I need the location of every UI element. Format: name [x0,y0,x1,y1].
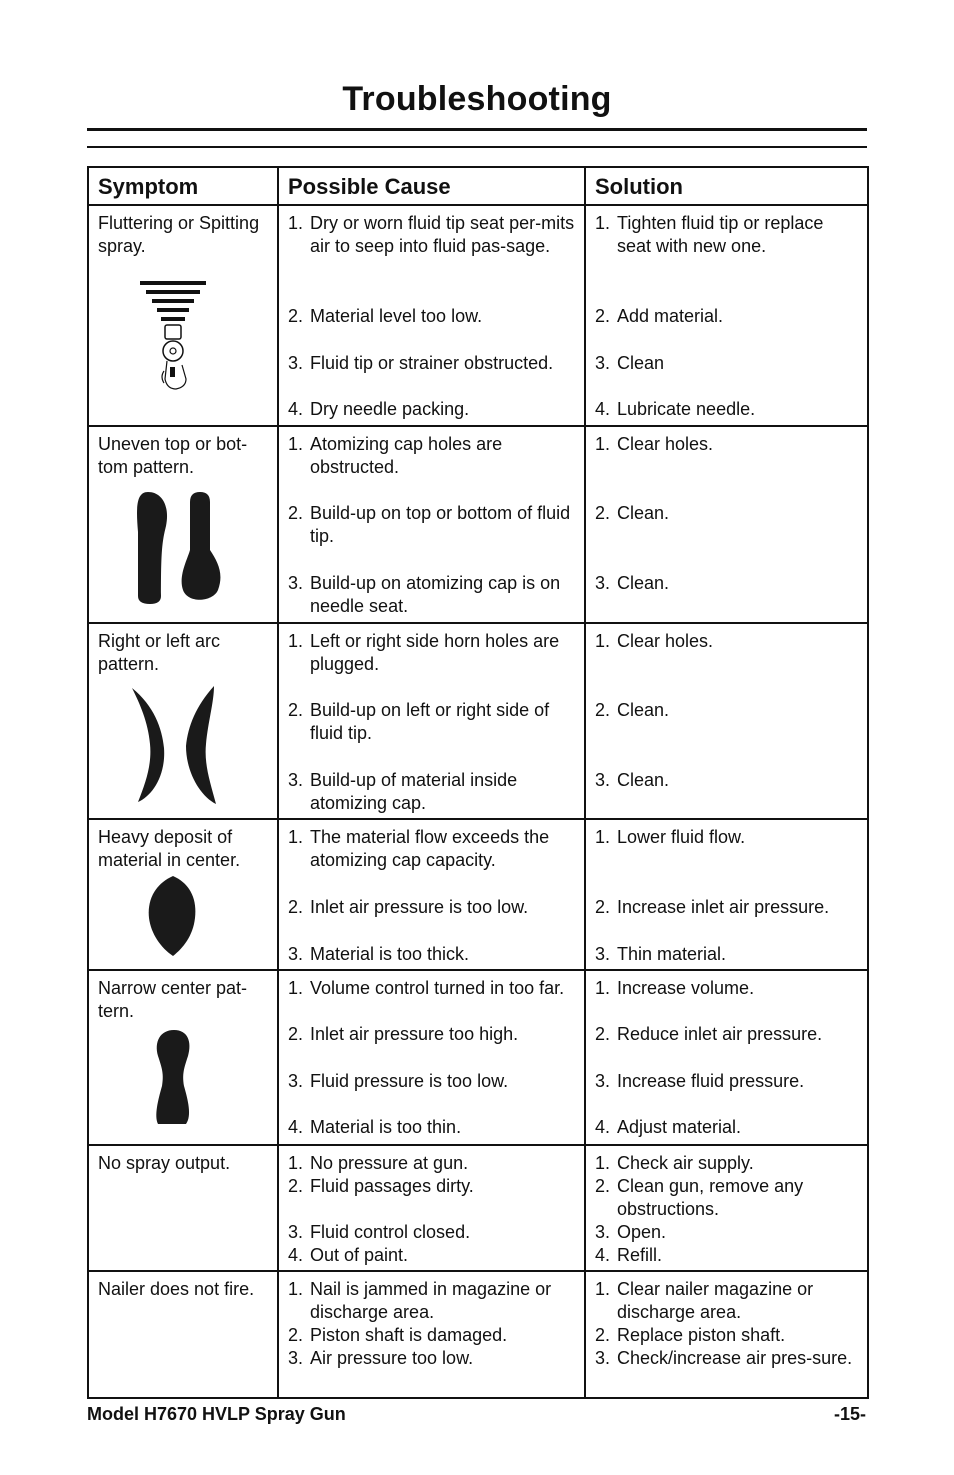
cause-number: 2. [288,1176,304,1196]
cause-number: 3. [288,770,304,790]
header-solution: Solution [585,167,868,205]
table-row [88,426,868,623]
solution-cell [585,426,868,623]
cause-cell [278,1271,585,1398]
cause-item [288,943,578,966]
cause-text: Build-up of material inside atomizing cap. [310,770,518,813]
symptom-cell [88,205,278,426]
title-rule-thick [87,128,867,131]
table-row [88,819,868,970]
table-header-row [88,167,868,205]
cause-number: 3. [288,944,304,964]
cause-text: Inlet air pressure is too low. [310,897,529,917]
cause-number: 2. [288,897,304,917]
solution-number: 3. [595,1222,611,1242]
solution-text: Clean [617,353,665,373]
solution-item [595,1347,861,1370]
cause-text: Volume control turned in too far. [310,978,565,998]
solution-item [595,1221,861,1244]
solution-text: Open. [617,1222,667,1242]
cause-item [288,1244,578,1267]
cause-number: 3. [288,1071,304,1091]
cause-text: Material level too low. [310,306,483,326]
cause-item [288,1152,578,1175]
solution-text: Increase inlet air pressure. [617,897,830,917]
solution-number: 2. [595,1325,611,1345]
solution-item [595,1244,861,1267]
table-row [88,970,868,1145]
cause-number: 3. [288,1348,304,1368]
cause-text: Material is too thin. [310,1117,462,1137]
cause-text: Atomizing cap holes are obstructed. [310,434,503,477]
cause-text: Fluid pressure is too low. [310,1071,509,1091]
cause-text: Dry needle packing. [310,399,470,419]
solution-text: Tighten fluid tip or replace seat with new one. [617,213,824,256]
solution-item [595,1116,861,1139]
cause-item [288,502,578,548]
cause-number: 1. [288,978,304,998]
solution-number: 1. [595,978,611,998]
cause-number: 1. [288,213,304,233]
solution-item [595,433,861,456]
heavy-center-pattern-icon [147,876,271,956]
fluttering-spray-icon [140,281,271,393]
solution-text: Check air supply. [617,1153,754,1173]
solution-number: 3. [595,353,611,373]
solution-text: Thin material. [617,944,727,964]
cause-number: 3. [288,353,304,373]
cause-cell [278,205,585,426]
solution-item [595,1023,861,1046]
symptom-cell [88,426,278,623]
cause-cell [278,1145,585,1271]
cause-item [288,826,578,872]
solution-text: Increase volume. [617,978,755,998]
uneven-pattern-icon [128,492,271,604]
page-title: Troubleshooting [342,80,612,118]
cause-number: 1. [288,1153,304,1173]
cause-number: 1. [288,434,304,454]
solution-text: Reduce inlet air pressure. [617,1024,823,1044]
cause-text: Nail is jammed in magazine or discharge area. [310,1279,552,1322]
cause-item [288,352,578,375]
cause-item [288,630,578,676]
table-row [88,205,868,426]
solution-item [595,943,861,966]
solution-item [595,1152,861,1175]
symptom-cell [88,1271,278,1398]
cause-text: Out of paint. [310,1245,409,1265]
solution-cell [585,623,868,819]
cause-item [288,433,578,479]
header-symptom: Symptom [88,167,278,205]
cause-item [288,212,578,258]
solution-item [595,769,861,792]
cause-number: 1. [288,1279,304,1299]
solution-number: 1. [595,434,611,454]
solution-text: Adjust material. [617,1117,742,1137]
solution-text: Clean. [617,700,670,720]
cause-item [288,1278,578,1324]
solution-item [595,630,861,653]
solution-number: 3. [595,1071,611,1091]
solution-text: Clean. [617,770,670,790]
header-possible-cause: Possible Cause [278,167,585,205]
solution-item [595,896,861,919]
cause-number: 2. [288,700,304,720]
symptom-cell [88,819,278,970]
cause-text: Fluid passages dirty. [310,1176,474,1196]
cause-number: 4. [288,399,304,419]
solution-item [595,1175,861,1221]
symptom-text: Heavy deposit of material in center. [98,827,241,870]
cause-number: 1. [288,827,304,847]
solution-text: Lubricate needle. [617,399,756,419]
cause-item [288,1221,578,1244]
cause-text: Piston shaft is damaged. [310,1325,508,1345]
solution-number: 4. [595,1245,611,1265]
cause-text: Air pressure too low. [310,1348,474,1368]
cause-item [288,305,578,328]
symptom-text: Narrow center pat-tern. [98,978,248,1021]
symptom-cell [88,970,278,1145]
solution-number: 2. [595,700,611,720]
cause-text: Dry or worn fluid tip seat per-mits air to seep into fluid pas-sage. [310,213,575,256]
solution-text: Clear holes. [617,434,714,454]
solution-text: Clear holes. [617,631,714,651]
solution-text: Replace piston shaft. [617,1325,786,1345]
solution-item [595,1070,861,1093]
solution-number: 1. [595,1279,611,1299]
solution-text: Check/increase air pres-sure. [617,1348,853,1368]
cause-text: No pressure at gun. [310,1153,469,1173]
solution-number: 4. [595,399,611,419]
solution-number: 1. [595,213,611,233]
solution-cell [585,1271,868,1398]
solution-text: Add material. [617,306,724,326]
symptom-text: Fluttering or Spitting spray. [98,213,260,256]
solution-cell [585,205,868,426]
solution-text: Clean. [617,573,670,593]
cause-item [288,572,578,618]
cause-text: Fluid control closed. [310,1222,471,1242]
symptom-text: Nailer does not fire. [98,1279,255,1299]
cause-item [288,896,578,919]
solution-number: 2. [595,1176,611,1196]
cause-item [288,1070,578,1093]
solution-number: 3. [595,573,611,593]
symptom-text: Uneven top or bot-tom pattern. [98,434,248,477]
cause-item [288,398,578,421]
solution-item [595,977,861,1000]
solution-text: Increase fluid pressure. [617,1071,805,1091]
solution-number: 3. [595,1348,611,1368]
solution-cell [585,970,868,1145]
solution-item [595,826,861,849]
symptom-cell [88,623,278,819]
troubleshooting-table [87,166,869,1399]
solution-text: Clean gun, remove any obstructions. [617,1176,804,1219]
cause-item [288,1175,578,1198]
cause-number: 2. [288,306,304,326]
title-rule-thin [87,146,867,148]
cause-text: Inlet air pressure too high. [310,1024,519,1044]
solution-number: 2. [595,306,611,326]
solution-text: Lower fluid flow. [617,827,746,847]
solution-number: 2. [595,1024,611,1044]
cause-number: 4. [288,1245,304,1265]
symptom-text: Right or left arc pattern. [98,631,221,674]
solution-number: 1. [595,827,611,847]
cause-cell [278,970,585,1145]
solution-item [595,1324,861,1347]
cause-cell [278,819,585,970]
cause-text: Build-up on top or bottom of fluid tip. [310,503,571,546]
solution-number: 4. [595,1117,611,1137]
symptom-cell [88,1145,278,1271]
cause-item [288,977,578,1000]
solution-number: 2. [595,897,611,917]
cause-number: 3. [288,1222,304,1242]
cause-item [288,699,578,745]
cause-item [288,1116,578,1139]
table-row [88,623,868,819]
cause-text: Left or right side horn holes are plugged. [310,631,560,674]
arc-pattern-icon [130,686,271,806]
solution-cell [585,819,868,970]
cause-text: Build-up on left or right side of fluid tip. [310,700,550,743]
cause-text: The material flow exceeds the atomizing cap capacity. [310,827,550,870]
solution-item [595,502,861,525]
solution-item [595,212,861,258]
cause-number: 4. [288,1117,304,1137]
cause-item [288,1023,578,1046]
cause-item [288,1324,578,1347]
solution-number: 1. [595,1153,611,1173]
cause-item [288,1347,578,1370]
cause-cell [278,426,585,623]
cause-text: Fluid tip or strainer obstructed. [310,353,554,373]
cause-number: 3. [288,573,304,593]
solution-cell [585,1145,868,1271]
footer-page-number: -15- [833,1404,866,1424]
cause-number: 2. [288,1024,304,1044]
cause-number: 2. [288,1325,304,1345]
cause-text: Material is too thick. [310,944,470,964]
solution-item [595,398,861,421]
solution-text: Clean. [617,503,670,523]
cause-number: 1. [288,631,304,651]
footer-model: Model H7670 HVLP Spray Gun [87,1404,346,1424]
narrow-center-pattern-icon [152,1030,271,1126]
solution-item [595,352,861,375]
solution-item [595,572,861,595]
solution-number: 1. [595,631,611,651]
cause-item [288,769,578,815]
solution-item [595,699,861,722]
solution-number: 3. [595,944,611,964]
solution-item [595,1278,861,1324]
cause-text: Build-up on atomizing cap is on needle seat. [310,573,561,616]
table-row [88,1145,868,1271]
cause-cell [278,623,585,819]
symptom-text: No spray output. [98,1153,231,1173]
solution-item [595,305,861,328]
cause-number: 2. [288,503,304,523]
solution-number: 2. [595,503,611,523]
solution-text: Refill. [617,1245,663,1265]
solution-number: 3. [595,770,611,790]
solution-text: Clear nailer magazine or discharge area. [617,1279,814,1322]
table-row [88,1271,868,1398]
